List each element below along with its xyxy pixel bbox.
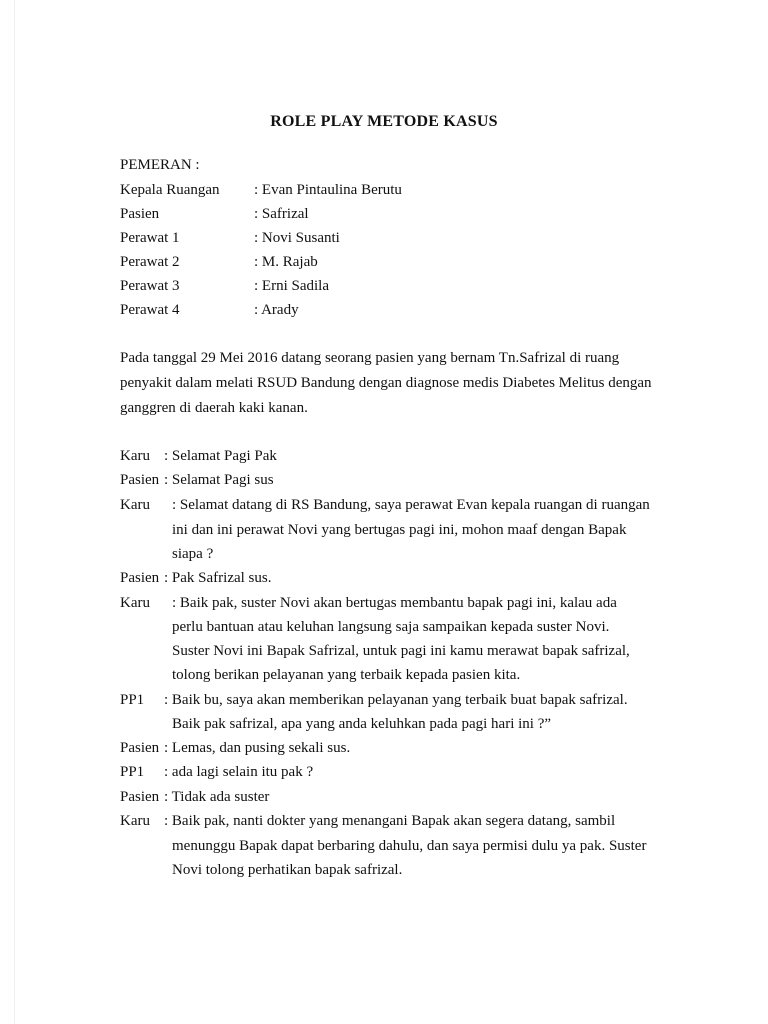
- dialogue-text: : Baik bu, saya akan memberikan pelayanan yang terbaik buat bapak safrizal.: [164, 692, 628, 708]
- dialogue-continuation: Baik pak safrizal, apa yang anda keluhkan pada pagi hari ini ?”: [172, 716, 552, 732]
- dialogue-text: : ada lagi selain itu pak ?: [164, 764, 314, 780]
- cast-name: : M. Rajab: [254, 254, 318, 270]
- cast-role: Perawat 3: [120, 278, 180, 294]
- dialogue-speaker: PP1: [120, 692, 145, 708]
- cast-header: PEMERAN :: [120, 157, 200, 173]
- dialogue-speaker: Karu: [120, 813, 150, 829]
- cast-name: : Safrizal: [254, 206, 309, 222]
- document-title: ROLE PLAY METODE KASUS: [270, 113, 498, 130]
- dialogue-text: : Baik pak, nanti dokter yang menangani Bapak akan segera datang, sambil: [164, 813, 616, 829]
- cast-name: : Erni Sadila: [254, 278, 329, 294]
- dialogue-continuation: tolong berikan pelayanan yang terbaik kepada pasien kita.: [172, 667, 521, 683]
- dialogue-continuation: Suster Novi ini Bapak Safrizal, untuk pagi ini kamu merawat bapak safrizal,: [172, 643, 630, 659]
- dialogue-text: : Tidak ada suster: [164, 789, 270, 805]
- dialogue-continuation: menunggu Bapak dapat berbaring dahulu, dan saya permisi dulu ya pak. Suster: [172, 838, 647, 854]
- dialogue-text: : Lemas, dan pusing sekali sus.: [164, 740, 351, 756]
- dialogue-speaker: PP1: [120, 764, 145, 780]
- dialogue-speaker: Pasien: [120, 740, 160, 756]
- page-edge: [14, 0, 15, 1024]
- dialogue-continuation: ini dan ini perawat Novi yang bertugas pagi ini, mohon maaf dengan Bapak: [172, 522, 627, 538]
- dialogue-speaker: Pasien: [120, 789, 160, 805]
- dialogue-text: : Selamat datang di RS Bandung, saya perawat Evan kepala ruangan di ruangan: [172, 497, 650, 513]
- dialogue-speaker: Pasien: [120, 472, 160, 488]
- dialogue-continuation: siapa ?: [172, 546, 214, 562]
- intro-line: ganggren di daerah kaki kanan.: [120, 400, 308, 416]
- intro-line: penyakit dalam melati RSUD Bandung dengan diagnose medis Diabetes Melitus dengan: [120, 375, 652, 391]
- dialogue-text: : Baik pak, suster Novi akan bertugas membantu bapak pagi ini, kalau ada: [172, 595, 617, 611]
- dialogue-speaker: Karu: [120, 595, 150, 611]
- dialogue-text: : Selamat Pagi sus: [164, 472, 274, 488]
- dialogue-speaker: Pasien: [120, 570, 160, 586]
- cast-name: : Evan Pintaulina Berutu: [254, 182, 402, 198]
- dialogue-speaker: Karu: [120, 497, 150, 513]
- cast-role: Perawat 2: [120, 254, 180, 270]
- dialogue-continuation: Novi tolong perhatikan bapak safrizal.: [172, 862, 403, 878]
- dialogue-continuation: perlu bantuan atau keluhan langsung saja sampaikan kepada suster Novi.: [172, 619, 610, 635]
- cast-role: Pasien: [120, 206, 160, 222]
- intro-line: Pada tanggal 29 Mei 2016 datang seorang pasien yang bernam Tn.Safrizal di ruang: [120, 350, 620, 366]
- cast-name: : Arady: [254, 302, 299, 318]
- cast-role: Kepala Ruangan: [120, 182, 220, 198]
- cast-role: Perawat 1: [120, 230, 180, 246]
- dialogue-text: : Selamat Pagi Pak: [164, 448, 277, 464]
- dialogue-text: : Pak Safrizal sus.: [164, 570, 272, 586]
- cast-role: Perawat 4: [120, 302, 180, 318]
- cast-name: : Novi Susanti: [254, 230, 340, 246]
- dialogue-speaker: Karu: [120, 448, 150, 464]
